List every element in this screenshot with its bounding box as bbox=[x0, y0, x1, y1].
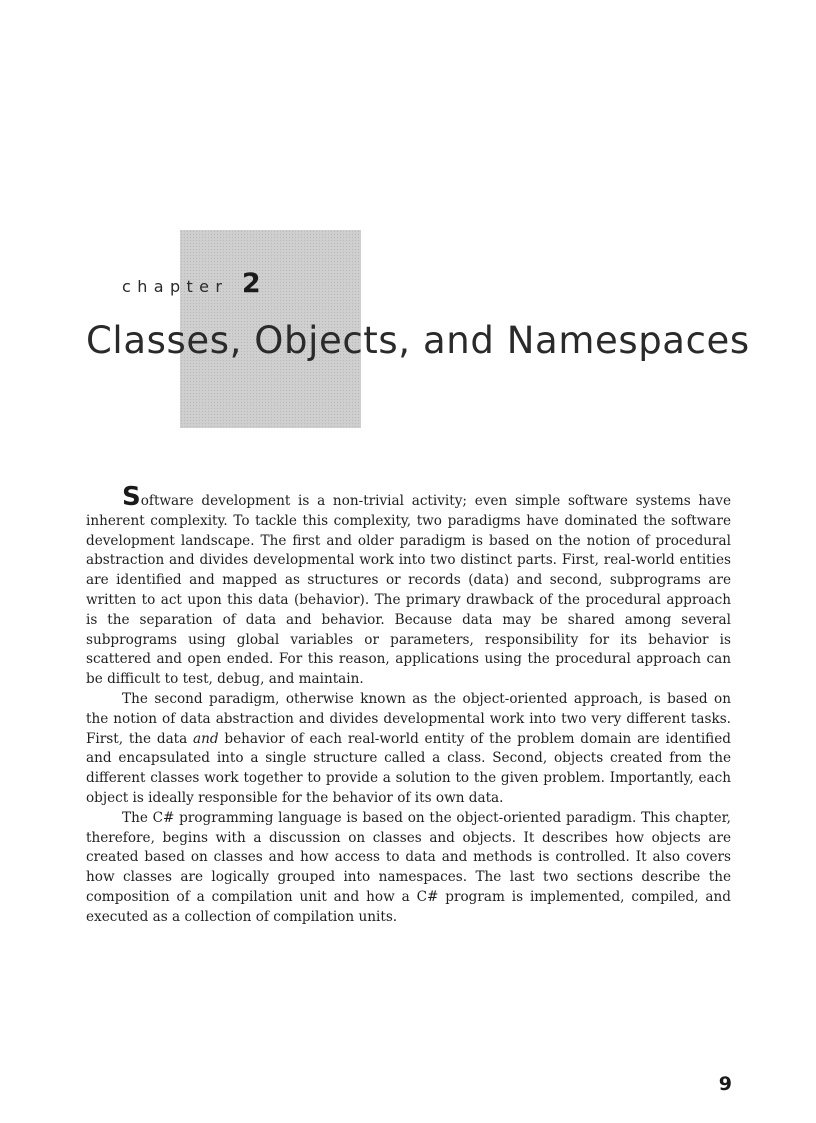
chapter-heading bbox=[122, 266, 261, 305]
page-number: 9 bbox=[718, 1073, 732, 1095]
chapter-number: 2 bbox=[241, 268, 261, 299]
chapter-label: chapter bbox=[122, 277, 229, 296]
paragraph-3: The C# programming language is based on the object-oriented paradigm. This chapter, therefore, begins with a discussion on classes and objects. It describes how objects are created based on classes and how access to data and methods is controlled. It also covers how classes are logically grouped into namespaces. The last two sections describe the composition of a compilation unit and how a C# program is implemented, compiled, and executed as a collection of compilation units. bbox=[86, 809, 731, 925]
drop-cap-letter: S bbox=[122, 482, 141, 512]
paragraph-2-text-after: behavior of each real-world entity of the problem domain are identified and encapsulated into a single structure called a class. Second, objects created from the different classes work together to provide a solution to the given problem. Importantly, each object is ideally responsible for the behavior of its own data. bbox=[86, 730, 731, 806]
paragraph-1-text: oftware development is a non-trivial activity; even simple software systems have inherent complexity. To tackle this complexity, two paradigms have dominated the software development landscape. The first and older paradigm is based on the notion of procedural abstraction and divides developmental work into two distinct parts. First, real-world entities are identified and mapped as structures or records (data) and second, subprograms are written to act upon this data (behavior). The primary drawback of the procedural approach is the separation of data and behavior. Because data may be shared among several subprograms using global variables or parameters, responsibility for its behavior is scattered and open ended. For this reason, applications using the procedural approach can be difficult to test, debug, and maintain. bbox=[86, 493, 731, 688]
chapter-title: Classes, Objects, and Namespaces bbox=[86, 319, 750, 362]
paragraph-2-text-before: The second paradigm, otherwise known as the object-oriented approach, is based on the notion of data abstraction and divides developmental work into two very different tasks. First, the data bbox=[86, 690, 731, 747]
paragraph-2-emphasis: and bbox=[193, 730, 219, 747]
chapter-body bbox=[86, 482, 731, 928]
paragraph-2 bbox=[86, 690, 731, 809]
paragraph-1 bbox=[86, 482, 731, 690]
